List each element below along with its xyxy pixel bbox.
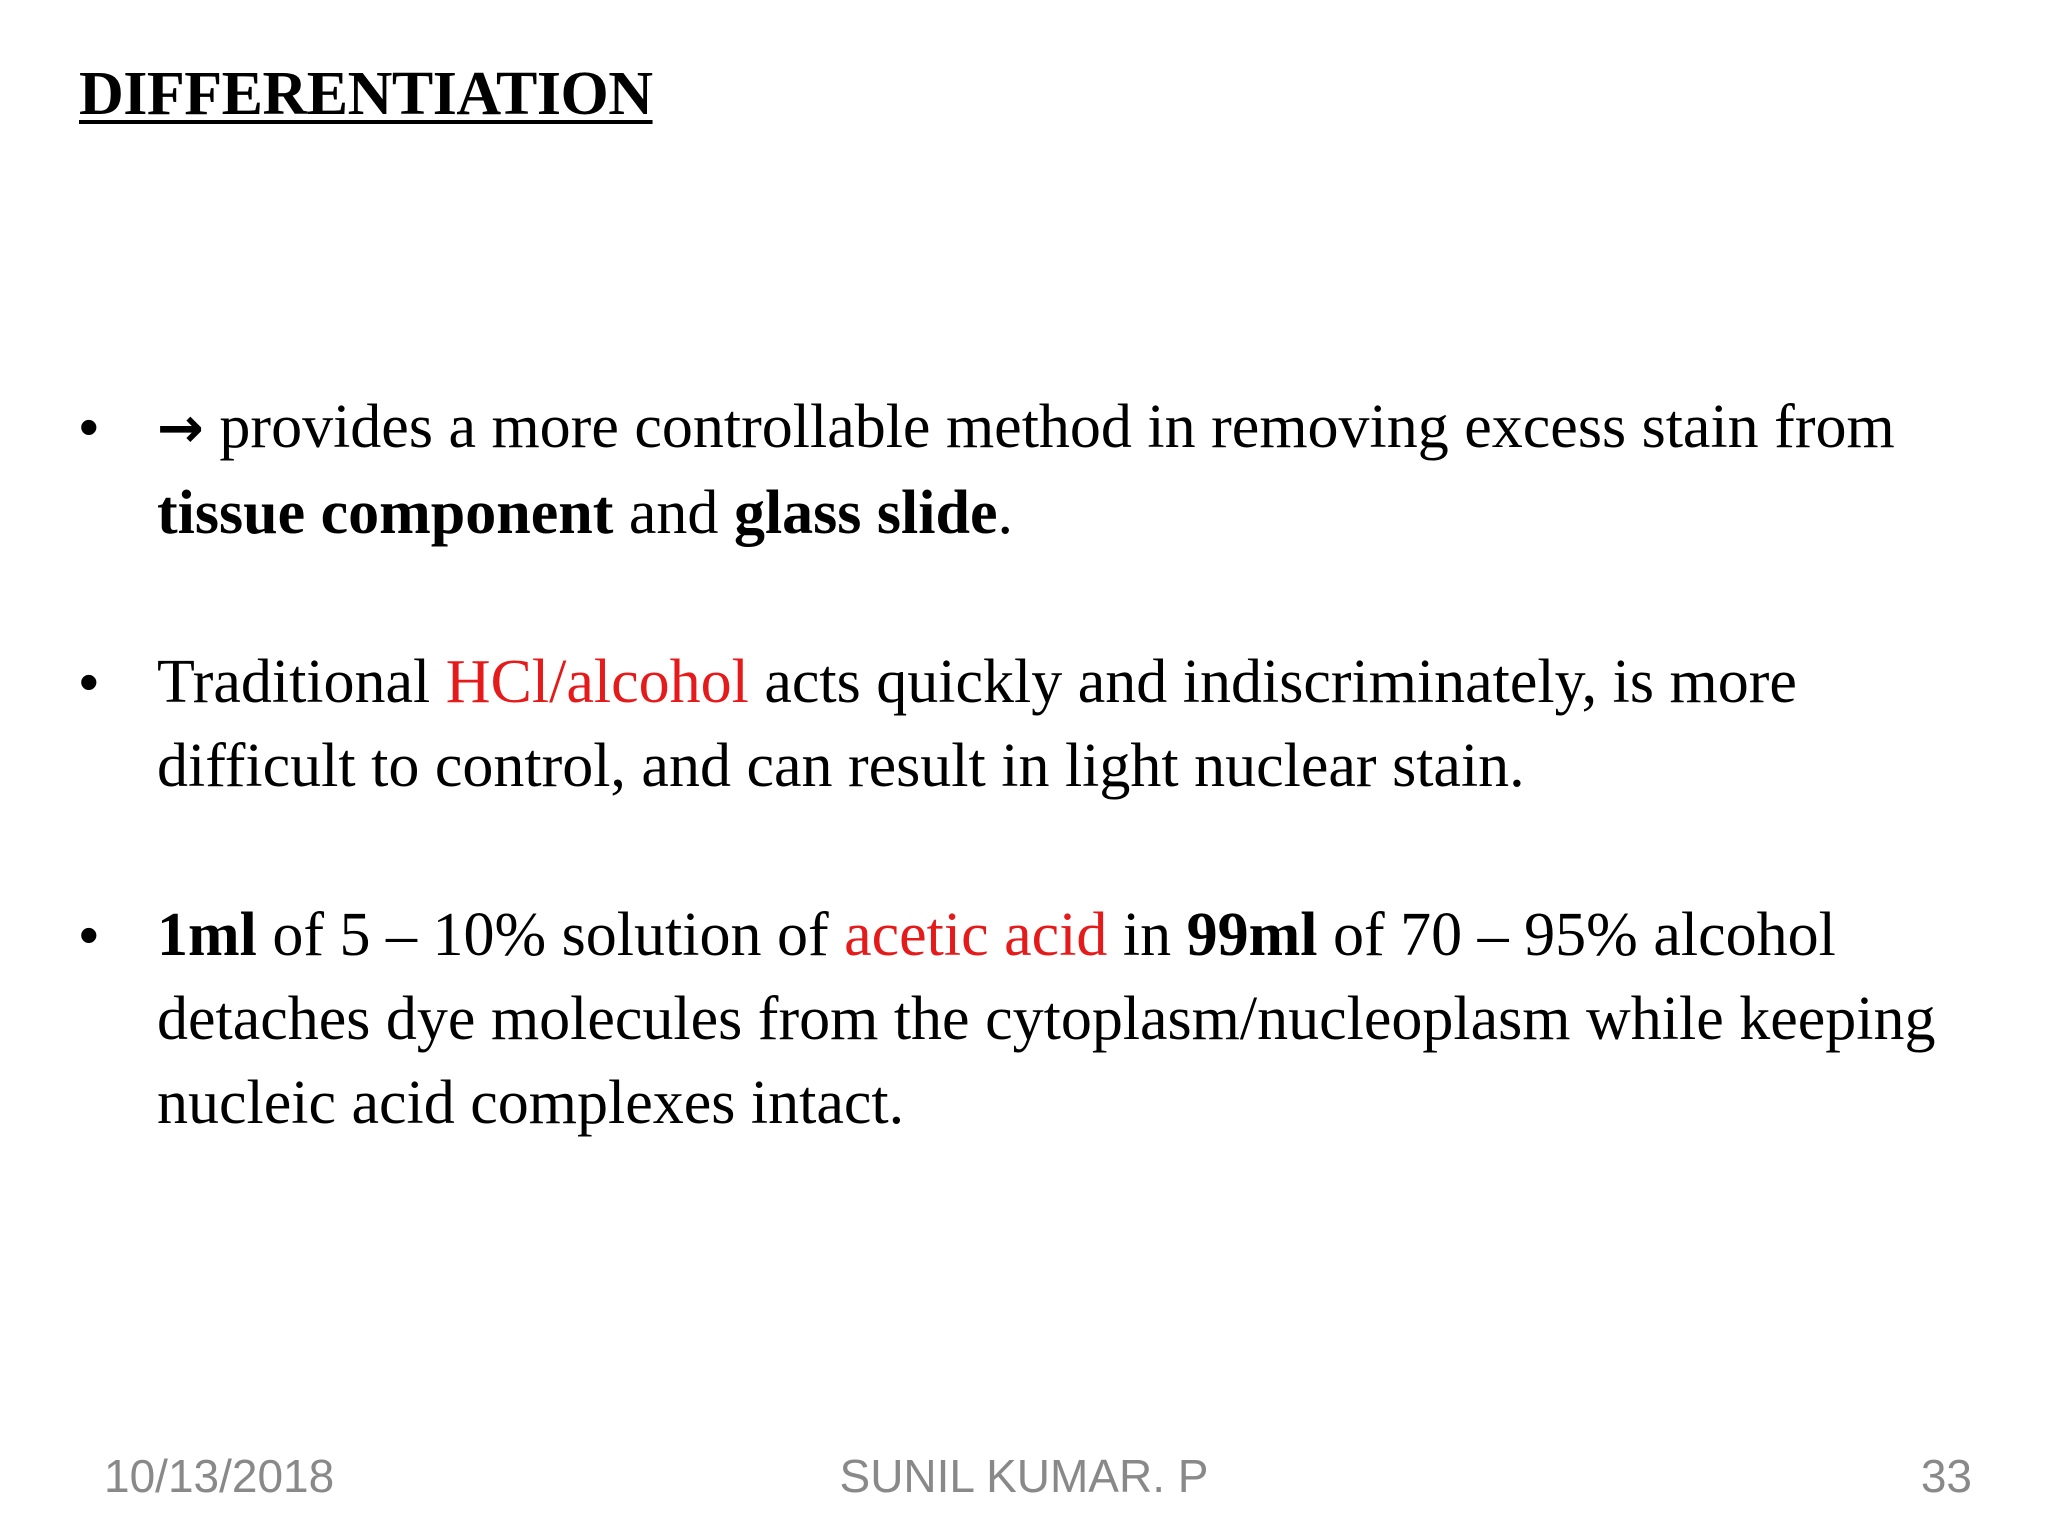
bullet-dot-icon: • (79, 650, 99, 713)
footer-date: 10/13/2018 (104, 1450, 335, 1502)
bullet-3-text-2: in (1107, 901, 1187, 969)
bullet-list (79, 385, 1999, 1230)
bullet-3-text-3: of 70 – 95% alcohol detaches dye molecules from the cytoplasm/nucleoplasm while keeping nucleic acid complexes intact. (157, 901, 1936, 1137)
bullet-2-red-hcl-alcohol: HCl/alcohol (445, 648, 749, 716)
bullet-dot-icon: • (79, 395, 99, 458)
bullet-3-bold-99ml: 99ml (1186, 901, 1318, 969)
bullet-2-text-1: Traditional (157, 648, 446, 716)
bullet-1-bold-glass-slide: glass slide (733, 479, 998, 547)
bullet-1-bold-tissue-component: tissue component (157, 479, 614, 547)
footer-author: SUNIL KUMAR. P (839, 1450, 1209, 1502)
bullet-3-text-1: of 5 – 10% solution of (256, 901, 845, 969)
bullet-item-2 (79, 640, 1999, 808)
bullet-1-text-3: . (997, 479, 1013, 547)
bullet-1-text-1: provides a more controllable method in removing excess stain from (203, 393, 1895, 461)
bullet-3-bold-1ml: 1ml (157, 901, 257, 969)
footer-page-number: 33 (1920, 1450, 1972, 1502)
bullet-item-1 (79, 385, 1999, 555)
bullet-item-3 (79, 893, 1999, 1145)
bullet-2-text-2: acts quickly and indiscriminately, is more difficult to control, and can result in light nuclear stain. (157, 648, 1797, 800)
slide-title: DIFFERENTIATION (79, 60, 653, 128)
bullet-dot-icon: • (79, 903, 99, 966)
bullet-1-text-2: and (613, 479, 734, 547)
right-arrow-icon: → (157, 396, 204, 461)
bullet-3-red-acetic-acid: acetic acid (844, 901, 1108, 969)
